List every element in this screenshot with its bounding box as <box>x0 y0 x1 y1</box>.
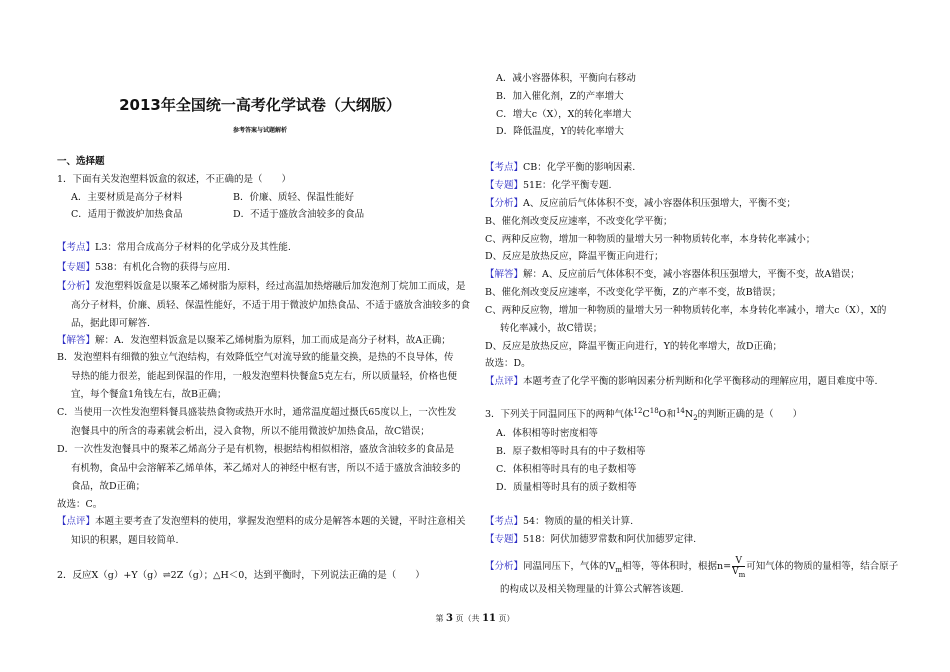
right-line <box>496 72 636 85</box>
line-text: N <box>684 409 694 420</box>
line-text: 538：有机化合物的获得与应用. <box>95 262 231 273</box>
right-line <box>500 583 684 596</box>
left-line <box>57 280 466 293</box>
line-text: 导热的能力很差，能起到保温的作用，一般发泡塑料快餐盒5克左右，所以质量轻，价格也便 <box>71 371 458 382</box>
sub-script: 2 <box>693 413 698 422</box>
right-line <box>485 556 898 577</box>
line-text: 解：A．发泡塑料饭盒是以聚苯乙烯树脂为原料，加工而成是高分子材料，故A正确； <box>95 335 451 346</box>
section-tag: 【解答】 <box>485 269 524 280</box>
fraction-numerator: V <box>732 556 745 567</box>
left-line <box>233 208 364 221</box>
line-text: O和 <box>658 409 676 420</box>
line-text: 54：物质的量的相关计算. <box>523 516 634 527</box>
left-line <box>57 261 230 274</box>
line-text: D．降低温度，Y的转化率增大 <box>496 126 624 137</box>
line-text: 有机物，食品中会溶解苯乙烯单体，苯乙烯对人的神经中枢有害，所以不适于盛放含油较多的 <box>71 463 461 474</box>
section-tag: 【考点】 <box>485 516 524 527</box>
left-line <box>71 480 145 493</box>
line-text: 一、选择题 <box>57 156 105 167</box>
right-line <box>496 108 631 121</box>
denominator-symbol: V <box>732 567 739 577</box>
line-text: 同温同压下，气体的V <box>523 561 616 572</box>
line-text: 泡餐具中的所含的毒素就会析出，浸入食物，所以不能用微波炉加热食品，故C错误； <box>71 426 430 437</box>
sup-script: 14 <box>675 406 685 415</box>
sub-script: m <box>615 565 623 574</box>
section-tag: 【专题】 <box>485 534 524 545</box>
right-line <box>485 179 612 192</box>
footer-mid: 页（共 <box>455 614 480 623</box>
right-line <box>485 408 802 421</box>
left-line <box>71 425 430 438</box>
right-line <box>485 215 672 228</box>
left-line <box>57 155 105 168</box>
line-text: B．发泡塑料有细微的独立气泡结构，有效降低空气对流导致的能量交换，是热的不良导体，传 <box>57 352 454 363</box>
line-text: D．不适于盛放含油较多的食品 <box>233 209 365 220</box>
right-line <box>496 427 598 440</box>
footer-prefix: 第 <box>435 614 444 623</box>
line-text: B、催化剂改变反应速率，不改变化学平衡； <box>485 216 673 227</box>
left-line <box>233 191 354 204</box>
line-text: D．质量相等时具有的质子数相等 <box>496 482 637 493</box>
line-text: 3．下列关于同温同压下的两种气体 <box>485 409 634 420</box>
page-footer <box>0 613 950 624</box>
left-line <box>71 299 470 312</box>
left-line <box>57 515 466 528</box>
line-text: C．体积相等时具有的电子数相等 <box>496 464 637 475</box>
line-text: 宜，每个餐盒1角钱左右，故B正确； <box>71 389 227 400</box>
right-line <box>485 533 696 546</box>
left-line <box>57 498 102 511</box>
line-text: 1．下面有关发泡塑料饭盒的叙述，不正确的是（ ） <box>57 174 292 185</box>
right-line <box>485 233 815 246</box>
line-text: C．增大c（X），X的转化率增大 <box>496 109 632 120</box>
line-text: C．适用于微波炉加热食品 <box>71 209 183 220</box>
section-tag: 【专题】 <box>57 262 96 273</box>
left-line <box>71 191 182 204</box>
left-line <box>71 370 457 383</box>
line-text: B．原子数相等时具有的中子数相等 <box>496 446 646 457</box>
left-line <box>57 334 451 347</box>
right-line <box>485 286 781 299</box>
line-text: D．一次性发泡餐具中的聚苯乙烯高分子是有机物，根据结构相似相溶，盛放含油较多的食品是 <box>57 444 455 455</box>
left-line <box>57 443 454 456</box>
line-text: A．减小容器体积，平衡向右移动 <box>496 73 636 84</box>
line-text: 高分子材料，价廉、质轻、保温性能好，不适于用于微波炉加热食品、不适于盛放含油较多的食 <box>71 300 471 311</box>
line-text: 知识的积累，题目较简单. <box>71 535 179 546</box>
left-line <box>57 241 291 254</box>
page-subtitle: 参考答案与试题解析 <box>232 127 287 134</box>
section-tag: 【解答】 <box>57 335 96 346</box>
sup-script: 12 <box>633 406 643 415</box>
line-text: 故选：C。 <box>57 499 103 510</box>
line-text: L3：常用合成高分子材料的化学成分及其性能. <box>95 242 291 253</box>
line-text: 2．反应X（g）+Y（g）⇌2Z（g）；△H＜0，达到平衡时，下列说法正确的是（ ） <box>57 570 425 581</box>
line-text: C．当使用一次性发泡塑料餐具盛装热食物或热开水时，通常温度超过摄氏65度以上，一次性发 <box>57 407 457 418</box>
footer-total-pages: 11 <box>482 613 496 624</box>
right-line <box>485 161 635 174</box>
fraction-formula <box>732 556 745 577</box>
denominator-subscript: m <box>738 570 746 579</box>
line-text: 本题主要考查了发泡塑料的使用，掌握发泡塑料的成分是解答本题的关键，平时注意相关 <box>95 516 466 527</box>
left-line <box>71 534 179 547</box>
line-text: A、反应前后气体体积不变，减小容器体积压强增大，平衡不变； <box>523 198 796 209</box>
line-text: 发泡塑料饭盒是以聚苯乙烯树脂为原料，经过高温加热熔融后加发泡剂丁烷加工而成，是 <box>95 281 466 292</box>
left-line <box>71 317 150 330</box>
line-text: B．价廉、质轻、保温性能好 <box>233 192 354 203</box>
right-line <box>496 90 624 103</box>
line-text: 的判断正确的是（ ） <box>697 409 803 420</box>
line-text: D、反应是放热反应，降温平衡正向进行； <box>485 251 664 262</box>
sup-script: 18 <box>649 406 659 415</box>
line-text: 品，据此即可解答. <box>71 318 151 329</box>
left-line <box>71 208 183 221</box>
right-line <box>500 322 602 335</box>
line-text: B．加入催化剂，Z的产率增大 <box>496 91 624 102</box>
right-line <box>485 304 886 317</box>
line-text: CB：化学平衡的影响因素. <box>523 162 636 173</box>
footer-suffix: 页） <box>498 614 515 623</box>
left-line <box>57 351 453 364</box>
line-text: C、两种反应物，增加一种物质的量增大另一种物质转化率，本身转化率减小，增大c（X），X的 <box>485 305 887 316</box>
line-text: 51E：化学平衡专题. <box>523 180 612 191</box>
line-text: 故选：D。 <box>485 358 531 369</box>
section-tag: 【考点】 <box>57 242 96 253</box>
right-line <box>485 268 860 281</box>
section-tag: 【分析】 <box>485 198 524 209</box>
line-text: 食品，故D正确； <box>71 481 146 492</box>
section-tag: 【点评】 <box>57 516 96 527</box>
right-line <box>485 197 796 210</box>
left-line <box>57 406 456 419</box>
line-text: C、两种反应物，增加一种物质的量增大另一种物质转化率，本身转化率减小； <box>485 234 816 245</box>
line-text: 518：阿伏加德罗常数和阿伏加德罗定律. <box>523 534 697 545</box>
line-text: A．主要材质是高分子材料 <box>71 192 183 203</box>
right-line <box>496 125 624 138</box>
right-line <box>496 445 645 458</box>
right-line <box>485 250 664 263</box>
page-title: 2013年全国统一高考化学试卷（大纲版） <box>119 96 401 114</box>
right-line <box>485 515 633 528</box>
line-text: 本题考查了化学平衡的影响因素分析判断和化学平衡移动的理解应用，题目难度中等. <box>523 376 878 387</box>
section-tag: 【分析】 <box>57 281 96 292</box>
right-line <box>496 481 637 494</box>
line-text: A．体积相等时密度相等 <box>496 428 598 439</box>
left-line <box>71 388 227 401</box>
left-line <box>57 173 291 186</box>
right-line <box>485 357 531 370</box>
section-tag: 【点评】 <box>485 376 524 387</box>
footer-page-number: 3 <box>446 613 453 624</box>
line-text: D、反应是放热反应，降温平衡正向进行，Y的转化率增大，故D正确； <box>485 341 783 352</box>
right-line <box>496 463 636 476</box>
section-tag: 【分析】 <box>485 561 524 572</box>
line-text: 相等，等体积时，根据n= <box>622 561 732 572</box>
right-line <box>485 375 878 388</box>
line-text: 可知气体的物质的量相等，结合原子 <box>746 561 899 572</box>
left-line <box>57 569 425 582</box>
line-text: C <box>642 409 650 420</box>
section-tag: 【专题】 <box>485 180 524 191</box>
line-text: 转化率减小，故C错误； <box>500 323 603 334</box>
fraction-denominator <box>732 567 745 577</box>
right-line <box>485 340 782 353</box>
line-text: 解：A、反应前后气体体积不变，减小容器体积压强增大，平衡不变，故A错误； <box>523 269 860 280</box>
line-text: 的构成以及相关物理量的计算公式解答该题. <box>500 584 684 595</box>
left-line <box>71 462 461 475</box>
line-text: B、催化剂改变反应速率，不改变化学平衡，Z的产率不变，故B错误； <box>485 287 782 298</box>
section-tag: 【考点】 <box>485 162 524 173</box>
